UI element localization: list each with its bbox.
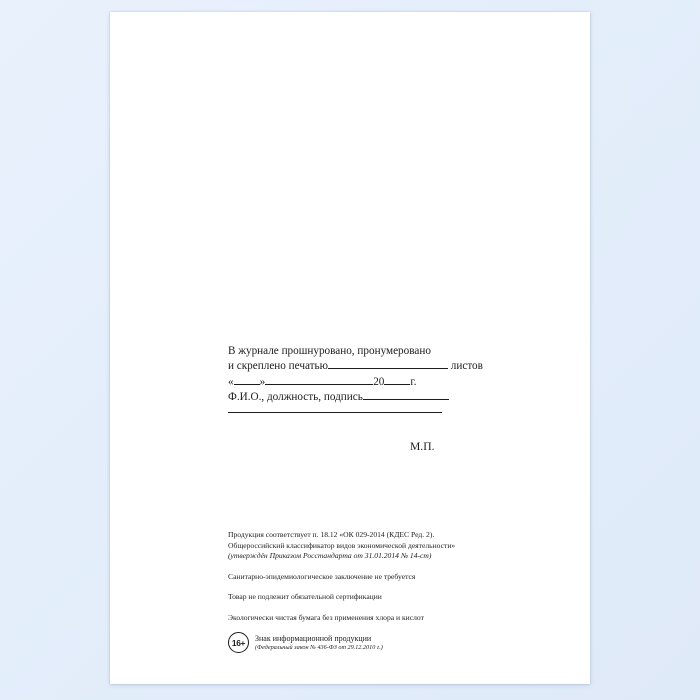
binding-line-2-prefix: и скреплено печатью (228, 360, 328, 373)
legal-spacer-1 (228, 562, 548, 572)
date-open-quote: « (228, 375, 234, 388)
legal-p1-line2: Общероссийский классификатор видов экономической деятельности» (228, 540, 456, 550)
signature-rule (228, 412, 442, 413)
binding-statement-block (228, 344, 528, 413)
date-close-quote: » (259, 375, 266, 388)
page-content (110, 12, 590, 684)
document-page (110, 12, 590, 684)
legal-p4: Экологически чистая бумага без применения хлора и кислот (228, 612, 424, 622)
seal-blank-line (328, 368, 448, 369)
stamp-place-mark: М.П. (410, 440, 435, 453)
year-blank (384, 384, 410, 385)
legal-spacer-3 (228, 603, 548, 613)
signature-blank (363, 399, 449, 400)
binding-line-4-signature (228, 390, 528, 405)
legal-p1-line3: (утверждён Приказом Росстандарта от 31.01.2014 № 14-ст) (228, 551, 432, 561)
legal-spacer-2 (228, 582, 548, 592)
binding-line-1: В журнале прошнуровано, пронумеровано (228, 345, 431, 357)
legal-p2: Санитарно-эпидемиологическое заключение не требуется (228, 571, 416, 581)
day-blank (234, 384, 260, 385)
binding-line-3-date (228, 375, 528, 390)
age-mark-subtitle: (Федеральный закон № 436-ФЗ от 29.12.2010 г.) (255, 643, 383, 651)
binding-line-2 (228, 359, 528, 374)
year-prefix: 20 (373, 375, 385, 388)
binding-line-2-suffix: листов (450, 360, 483, 373)
age-mark-text (255, 634, 383, 652)
year-suffix: г. (410, 375, 417, 388)
legal-p1-line1: Продукция соответствует п. 18.12 «ОК 029-2014 (КДЕС Ред. 2). (228, 530, 435, 539)
legal-p3: Товар не подлежит обязательной сертификации (228, 592, 382, 602)
age-mark-title: Знак информационной продукции (255, 633, 372, 643)
age-mark-row (228, 632, 383, 653)
month-blank (265, 384, 373, 385)
signature-label: Ф.И.О., должность, подпись (228, 391, 363, 404)
legal-block (228, 530, 548, 624)
age-rating-icon: 16+ (228, 632, 249, 653)
